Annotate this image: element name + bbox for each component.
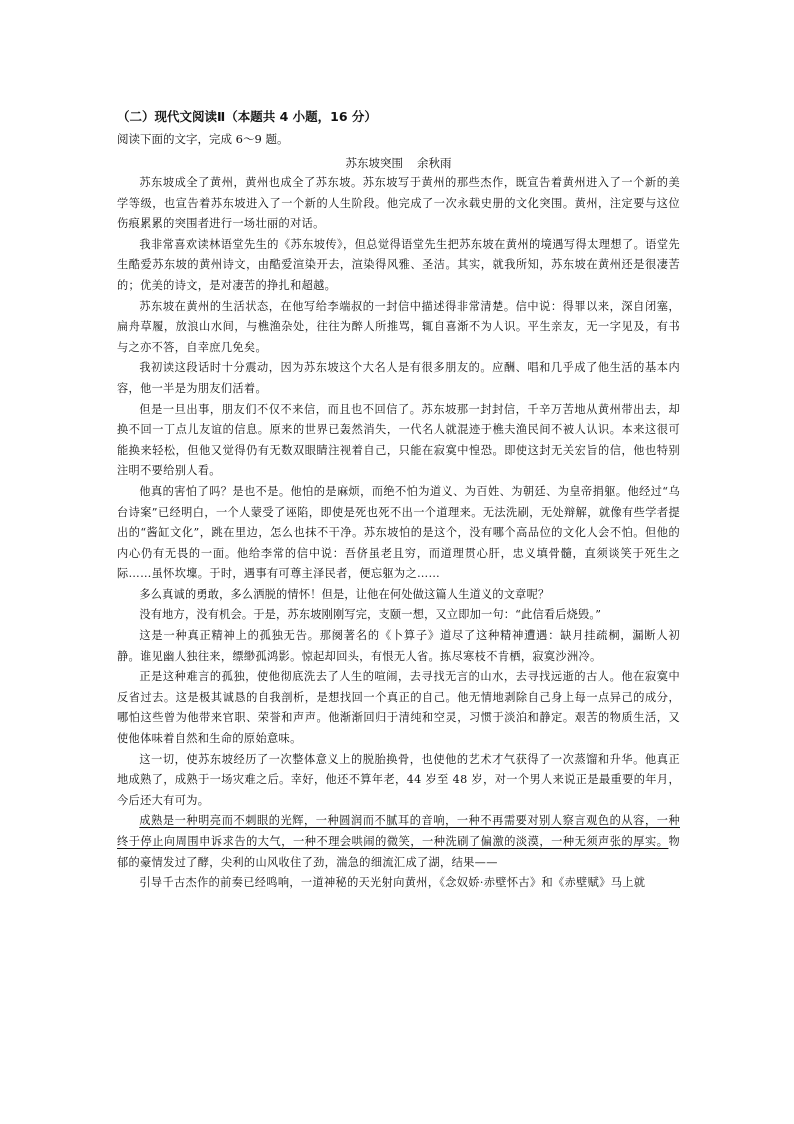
article-paragraph: 但是一旦出事，朋友们不仅不来信，而且也不回信了。苏东坡那一封封信，千辛万苦地从黄州带出去，却换不回一丁点儿友谊的信息。原来的世界已轰然消失，一代名人就混迹于樵夫渔民间不被人认识。本来这很可能换来轻松，但他又觉得仍有无数双眼睛注视着自己，只能在寂寞中惶恐。即使这封无关宏旨的信，他也特别注明不要给别人看。 xyxy=(117,402,680,478)
article-paragraph: 他真的害怕了吗？是也不是。他怕的是麻烦，而绝不怕为道义、为百姓、为朝廷、为皇帝捐躯。他经过“乌台诗案”已经明白，一个人蒙受了诬陷，即使是死也死不出一个道理来。无法洗刷，无处辩解，就像有些学者提出的“酱缸文化”，跳在里边，怎么也抹不干净。苏东坡怕的是这个，没有哪个高品位的文化人会不怕。但他的内心仍有无畏的一面。他给李常的信中说：吾侪虽老且穷，而道理贯心肝，忠义填骨髓，直须谈笑于死生之际……虽怀坎壈。于时，遇事有可尊主泽民者，便忘躯为之…… xyxy=(117,484,680,581)
article-paragraph: 苏东坡成全了黄州，黄州也成全了苏东坡。苏东坡写于黄州的那些杰作，既宣告着黄州进入了一个新的美学等级，也宣告着苏东坡进入了一个新的人生阶段。他完成了一次永载史册的文化突围。黄州，注定要与这位伤痕累累的突围者进行一场壮丽的对话。 xyxy=(117,176,680,231)
article-paragraph: 我初读这段话时十分震动，因为苏东坡这个大名人是有很多朋友的。应酬、唱和几乎成了他生活的基本内容，他一半是为朋友们活着。 xyxy=(117,361,680,395)
article-paragraph-last: 引导千古杰作的前奏已经鸣响，一道神秘的天光射向黄州，《念奴娇·赤壁怀古》和《赤壁赋》马上就 xyxy=(139,876,646,890)
document-page xyxy=(117,107,680,894)
article-title: 苏东坡突围 xyxy=(345,156,403,170)
article-paragraph: 正是这种难言的孤独，使他彻底洗去了人生的喧闹，去寻找无言的山水，去寻找远逝的古人。他在寂寞中反省过去。这是极其诚恳的自我剖析，是想找回一个真正的自己。他无情地剥除自己身上每一点异己的成分，哪怕这些曾为他带来官职、荣誉和声声。他渐渐回归于清纯和空灵，习惯于淡泊和静定。艰苦的物质生活，又使他体味着自然和生命的原始意味。 xyxy=(117,670,680,746)
article-title-line xyxy=(117,153,680,173)
article-body xyxy=(117,173,680,894)
article-paragraph: 多么真诚的勇敢，多么洒脱的情怀！但是，让他在何处做这篇人生道义的文章呢？ xyxy=(139,587,550,601)
reading-instruction: 阅读下面的文字，完成 6～9 题。 xyxy=(117,132,289,146)
article-paragraph: 苏东坡在黄州的生活状态，在他写给李端叔的一封信中描述得非常清楚。信中说：得罪以来，深自闭塞，扁舟草履，放浪山水间，与樵渔杂处，往往为醉人所推骂，辄自喜渐不为人识。平生亲友，无一字见及，有书与之亦不答，自幸庶几免矣。 xyxy=(117,299,680,354)
section-heading: （二）现代文阅读Ⅱ（本题共 4 小题，16 分） xyxy=(117,109,377,124)
article-paragraph: 这是一种真正精神上的孤独无告。那阕著名的《卜算子》道尽了这种精神遭遇：缺月挂疏桐，漏断人初静。谁见幽人独往来，缥缈孤鸿影。惊起却回头，有恨无人省。拣尽寒枝不肯栖，寂寞沙洲冷。 xyxy=(117,629,680,663)
article-paragraph: 没有地方，没有机会。于是，苏东坡刚刚写完，支颐一想，又立即加一句：“此信看后烧毁。” xyxy=(139,608,602,622)
paragraph-continuation: 物郁的豪情发过了酵，尖利的山风收住了劲，湍急的细流汇成了湖，结果—— xyxy=(117,835,680,869)
article-author: 余秋雨 xyxy=(417,156,452,170)
underlined-paragraph xyxy=(117,811,680,873)
article-paragraph: 我非常喜欢读林语堂先生的《苏东坡传》，但总觉得语堂先生把苏东坡在黄州的境遇写得太理想了。语堂先生酷爱苏东坡的黄州诗文，由酷爱渲染开去，渲染得风雅、圣洁。其实，就我所知，苏东坡在黄州还是很凄苦的；优美的诗文，是对凄苦的挣扎和超越。 xyxy=(117,237,680,292)
article-paragraph: 这一切，使苏东坡经历了一次整体意义上的脱胎换骨，也使他的艺术才气获得了一次蒸馏和升华。他真正地成熟了，成熟于一场灾难之后。幸好，他还不算年老，44 岁至 48 岁，对一个男人来说正是最重要的年月，今后还大有可为。 xyxy=(117,752,680,807)
underlined-sentence: 成熟是一种明亮而不刺眼的光辉，一种圆润而不腻耳的音响，一种不再需要对别人察言观色的从容，一种终于停止向周围申诉求告的大气，一种不理会哄闹的微笑，一种洗刷了偏激的淡漠，一种无须声张的厚实。 xyxy=(117,814,680,848)
